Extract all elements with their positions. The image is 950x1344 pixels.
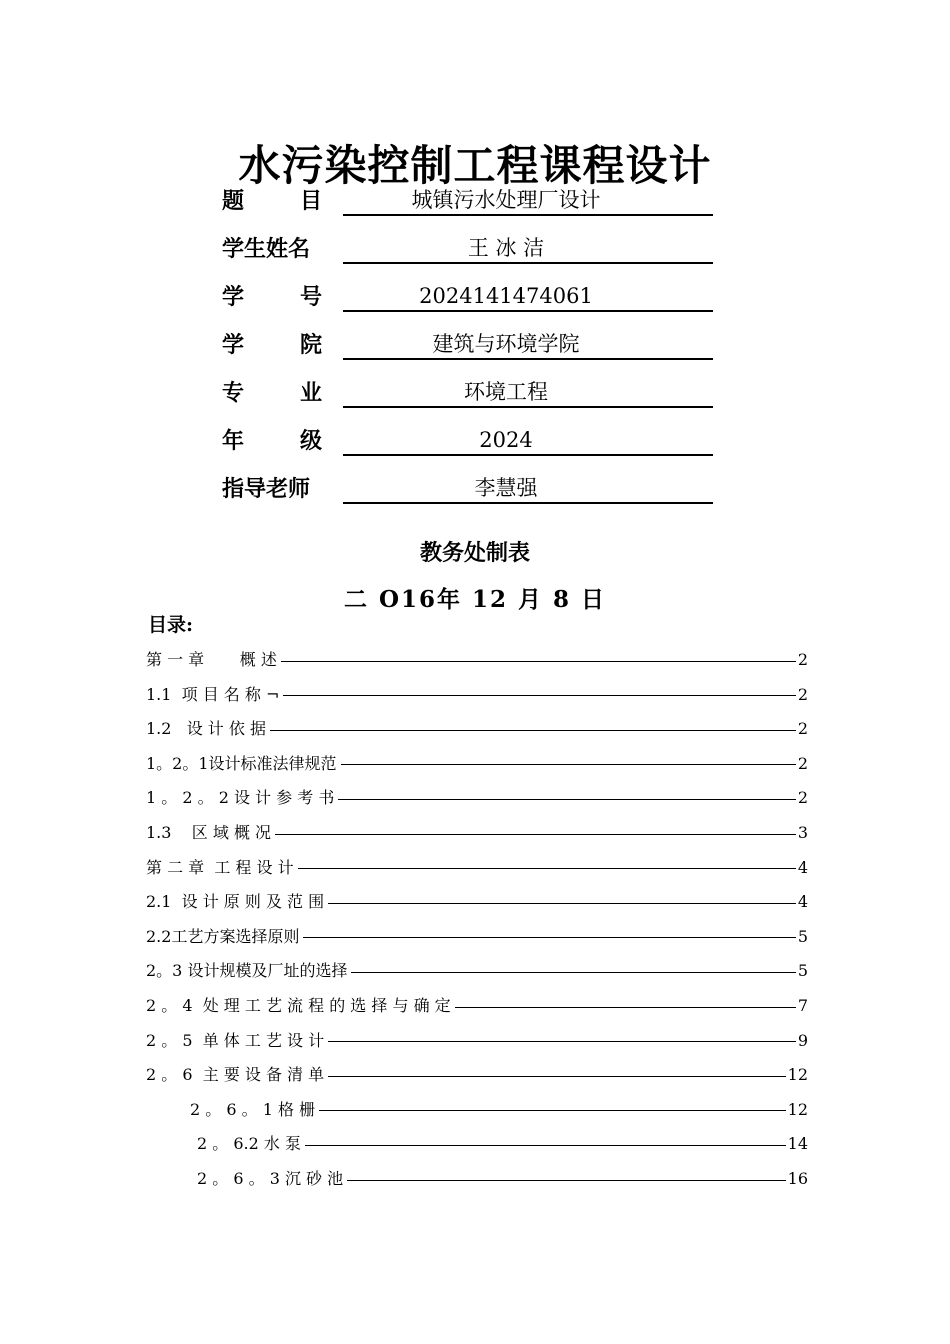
toc-page-number: 2 — [797, 788, 808, 808]
toc-entry — [197, 1167, 808, 1191]
toc-page-number: 2 — [797, 719, 808, 739]
toc-page-number: 16 — [787, 1169, 808, 1188]
toc-page-number: 7 — [797, 996, 808, 1015]
toc-entry — [146, 1029, 808, 1053]
cover-field-label: 学生姓名 — [222, 236, 311, 262]
document-title: 水污染控制工程课程设计 — [238, 141, 712, 190]
toc-entry-text: 2 。 4 处 理 工 艺 流 程 的 选 择 与 确 定 — [146, 996, 451, 1015]
toc-leader-line — [275, 834, 796, 835]
toc-entry-text: 1.3 区 域 概 况 — [146, 823, 272, 842]
cover-field — [222, 474, 722, 510]
toc-entry — [146, 856, 808, 880]
toc-page-number: 3 — [797, 823, 808, 842]
cover-field-value: 城镇污水处理厂设计 — [343, 186, 713, 216]
toc-leader-line — [281, 661, 796, 662]
toc-leader-line — [351, 972, 795, 973]
toc-leader-line — [328, 903, 796, 904]
toc-leader-line — [328, 1076, 786, 1077]
toc-leader-line — [298, 868, 796, 869]
toc-entry-text: 2 。 6 主 要 设 备 清 单 — [146, 1065, 325, 1085]
cover-field-label: 年 级 — [222, 428, 322, 454]
toc-entry-text: 2 。 6.2 水 泵 — [197, 1134, 301, 1154]
cover-field-label: 学 号 — [222, 284, 322, 310]
toc-leader-line — [455, 1007, 796, 1008]
toc-entry — [146, 890, 808, 914]
toc-leader-line — [338, 799, 795, 800]
toc-entry — [146, 752, 808, 776]
toc-entry-text: 2 。 6 。 3 沉 砂 池 — [197, 1169, 344, 1188]
cover-field-value: 2024141474061 — [343, 282, 713, 312]
toc-entry-text: 第 一 章 概 述 — [146, 650, 277, 669]
cover-field-label: 专 业 — [222, 380, 322, 406]
cover-field-label: 指导老师 — [222, 476, 311, 502]
toc-page-number: 4 — [797, 892, 808, 912]
toc-entry-text: 2 。 5 单 体 工 艺 设 计 — [146, 1030, 325, 1050]
cover-field — [222, 330, 722, 366]
toc-entry — [197, 1132, 808, 1156]
toc-entry — [146, 1063, 808, 1087]
toc-leader-line — [319, 1110, 786, 1111]
document-date: 二 O16年 12 月 8 日 — [343, 586, 607, 613]
cover-field — [222, 282, 722, 318]
cover-field-value: 2024 — [343, 426, 713, 456]
toc-leader-line — [328, 1041, 796, 1042]
toc-leader-line — [303, 937, 795, 938]
toc-page-number: 2 — [797, 684, 808, 704]
toc-entry-text: 1.2 设 计 依 据 — [146, 719, 266, 739]
toc-entry — [190, 1098, 808, 1122]
toc-entry — [146, 717, 808, 741]
toc-leader-line — [283, 695, 795, 696]
issuing-office: 教务处制表 — [419, 540, 530, 566]
toc-page-number: 12 — [787, 1065, 808, 1085]
toc-leader-line — [305, 1145, 786, 1146]
toc-page-number: 14 — [787, 1134, 808, 1154]
cover-field-value: 王 冰 洁 — [343, 234, 713, 264]
cover-field — [222, 186, 722, 222]
toc-entry-text: 2.2工艺方案选择原则 — [146, 926, 300, 946]
toc-entry — [146, 994, 808, 1018]
toc-page-number: 9 — [797, 1030, 808, 1050]
toc-entry-text: 第 二 章 工 程 设 计 — [146, 857, 294, 877]
toc-leader-line — [347, 1180, 785, 1181]
cover-field-value: 李慧强 — [343, 474, 713, 504]
toc-entry-text: 1 。 2 。 2 设 计 参 考 书 — [146, 788, 335, 808]
cover-field — [222, 426, 722, 462]
toc-page-number: 5 — [797, 926, 808, 946]
toc-entry — [146, 925, 808, 949]
cover-field — [222, 378, 722, 414]
toc-entry — [146, 959, 808, 983]
cover-field-label: 题 目 — [222, 188, 322, 214]
toc-page-number: 2 — [797, 650, 808, 669]
toc-entry-text: 2。3 设计规模及厂址的选择 — [146, 961, 348, 981]
toc-leader-line — [270, 730, 796, 731]
toc-entry-text: 2 。 6 。 1 格 栅 — [190, 1099, 316, 1119]
cover-field-value: 建筑与环境学院 — [343, 330, 713, 360]
cover-field-value: 环境工程 — [343, 378, 713, 408]
toc-entry — [146, 786, 808, 810]
toc-leader-line — [341, 764, 796, 765]
toc-page-number: 5 — [797, 961, 808, 981]
toc-entry — [146, 683, 808, 707]
cover-field-label: 学 院 — [222, 332, 322, 358]
toc-page-number: 4 — [797, 857, 808, 877]
toc-entry — [146, 648, 808, 672]
toc-heading: 目录: — [148, 614, 194, 636]
toc-page-number: 2 — [797, 753, 808, 773]
toc-entry-text: 1。2。1设计标准法律规范 — [146, 753, 337, 773]
toc-entry-text: 2.1 设 计 原 则 及 范 围 — [146, 892, 325, 912]
cover-field — [222, 234, 722, 270]
toc-page-number: 12 — [787, 1099, 808, 1119]
toc-entry-text: 1.1 项 目 名 称 ¬ — [146, 684, 280, 704]
toc-entry — [146, 821, 808, 845]
